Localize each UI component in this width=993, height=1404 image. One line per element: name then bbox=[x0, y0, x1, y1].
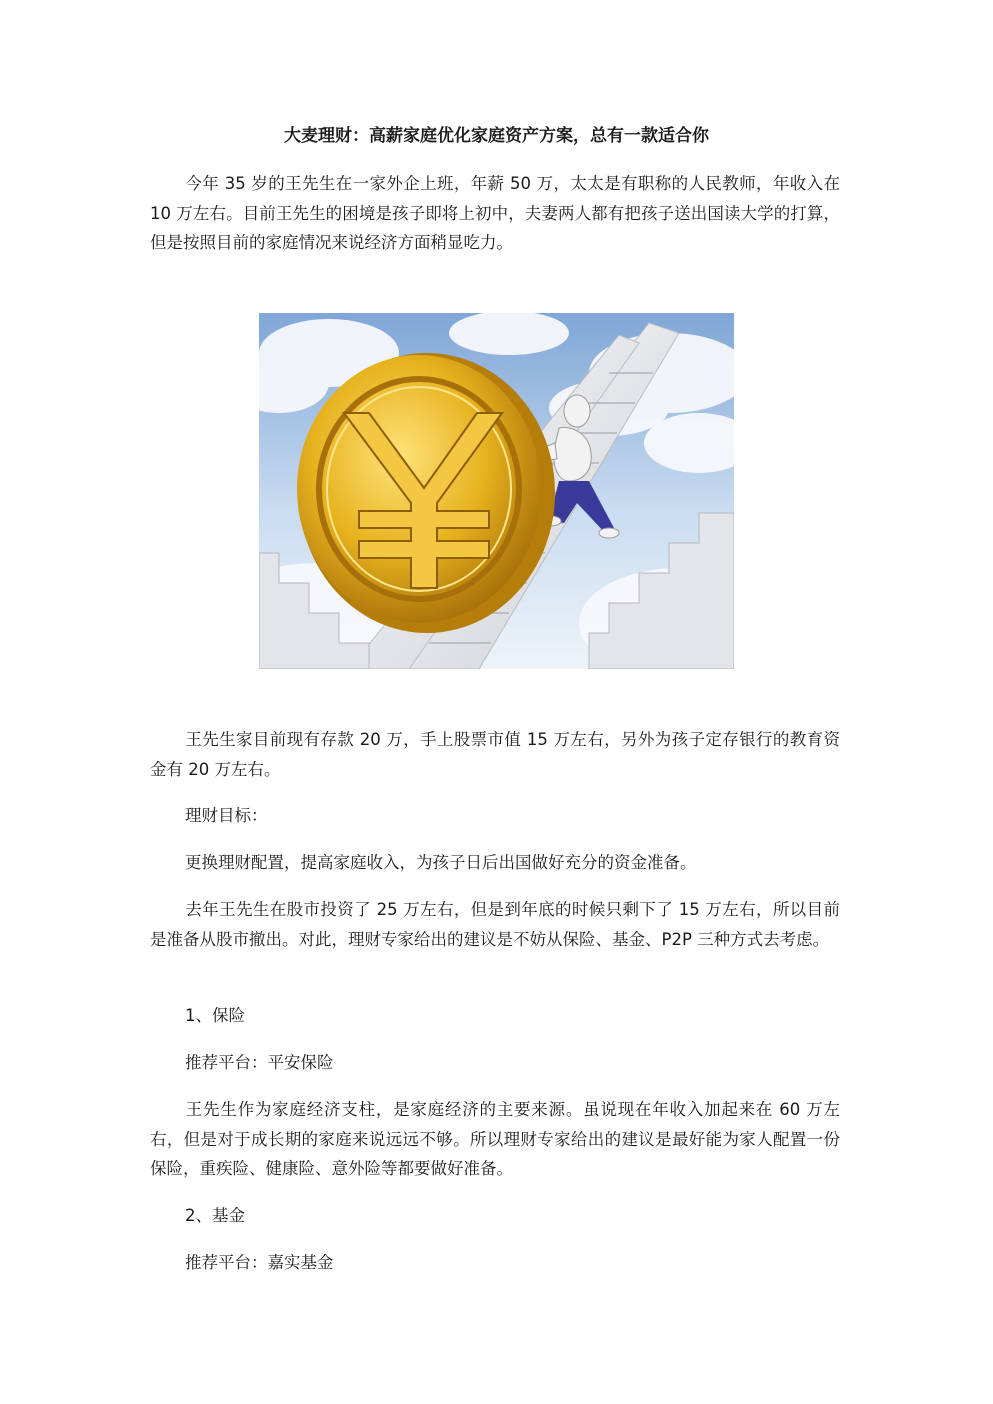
intro-paragraph bbox=[150, 169, 840, 258]
stock-paragraph bbox=[150, 895, 840, 954]
section2-heading: 2、基金 bbox=[185, 1206, 245, 1225]
section1-platform: 推荐平台：平安保险 bbox=[185, 1053, 334, 1072]
stock-text: 去年王先生在股市投资了 25 万左右，但是到年底的时候只剩下了 15 万左右，所以目前是准备从股市撤出。对此，理财专家给出的建议是不妨从保险、基金、P2P 三种方式去考虑。 bbox=[150, 900, 840, 949]
yuan-coin-icon bbox=[297, 353, 555, 633]
goal-text: 更换理财配置，提高家庭收入，为孩子日后出国做好充分的资金准备。 bbox=[185, 853, 697, 872]
section1-heading: 1、保险 bbox=[185, 1006, 245, 1025]
hero-illustration bbox=[259, 313, 734, 669]
section2-platform: 推荐平台：嘉实基金 bbox=[185, 1253, 334, 1272]
goal-label: 理财目标： bbox=[185, 806, 268, 825]
intro-text: 今年 35 岁的王先生在一家外企上班，年薪 50 万，太太是有职称的人民教师，年收入在 10 万左右。目前王先生的困境是孩子即将上初中，夫妻两人都有把孩子送出国读大学的打算，但是按照目前的家庭情况来说经济方面稍显吃力。 bbox=[150, 174, 840, 252]
yuan-coin-stairs-icon bbox=[259, 313, 734, 669]
assets-text: 王先生家目前现有存款 20 万，手上股票市值 15 万左右，另外为孩子定存银行的教育资金有 20 万左右。 bbox=[150, 730, 840, 779]
assets-paragraph bbox=[150, 725, 840, 784]
article-title: 大麦理财：高薪家庭优化家庭资产方案，总有一款适合你 bbox=[284, 126, 709, 146]
section1-paragraph bbox=[150, 1095, 840, 1184]
section1-text: 王先生作为家庭经济支柱，是家庭经济的主要来源。虽说现在年收入加起来在 60 万左右，但是对于成长期的家庭来说远远不够。所以理财专家给出的建议是最好能为家人配置一份保险，重疾险、健康险、意外险等都要做好准备。 bbox=[150, 1100, 840, 1178]
